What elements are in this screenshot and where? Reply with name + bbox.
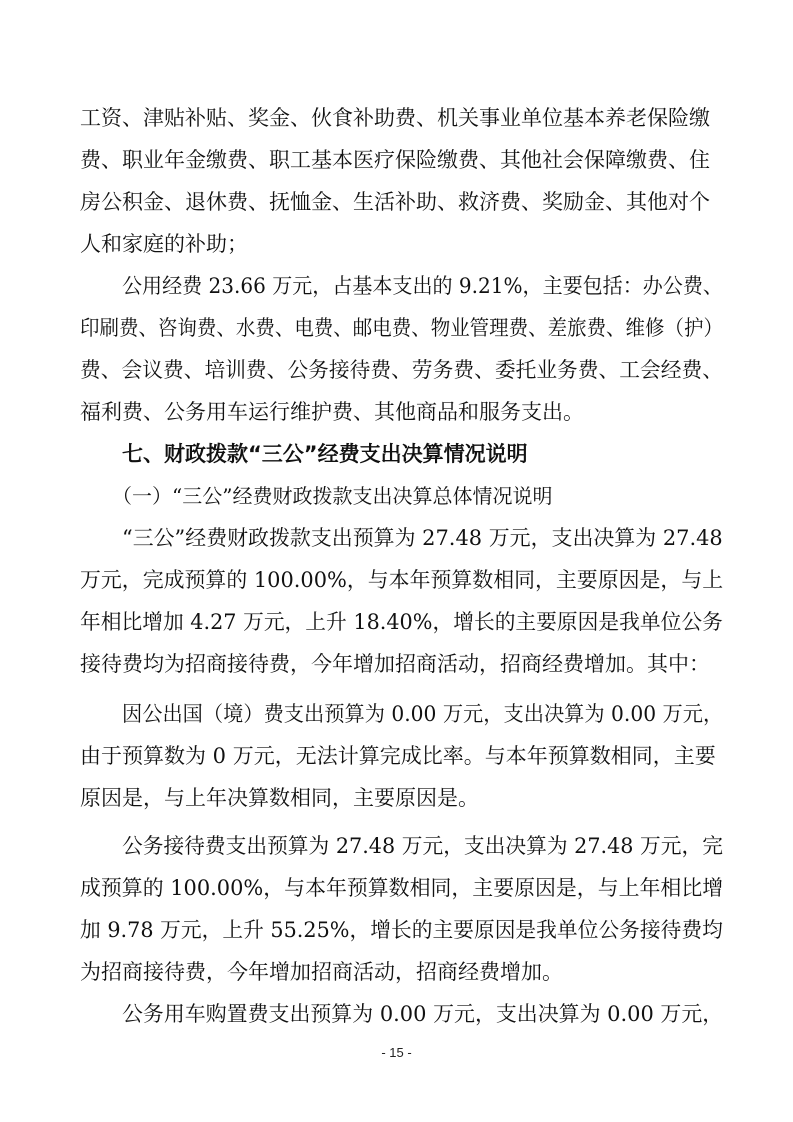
body-line: 成预算的 100.00%，与本年预算数相同，主要原因是，与上年相比增 [80,876,724,900]
body-line: 工资、津贴补贴、奖金、伙食补助费、机关事业单位基本养老保险缴 [80,106,710,130]
subsection-heading: （一）“三公”经费财政拨款支出决算总体情况说明 [112,484,553,508]
body-line: 公务用车购置费支出预算为 0.00 万元，支出决算为 0.00 万元， [122,1002,724,1026]
body-line: 接待费均为招商接待费，今年增加招商活动，招商经费增加。其中： [80,652,710,676]
body-line: 加 9.78 万元，上升 55.25%，增长的主要原因是我单位公务接待费均 [80,918,723,942]
body-line: 公用经费 23.66 万元，占基本支出的 9.21%，主要包括：办公费、 [122,274,723,298]
body-line: 由于预算数为 0 万元，无法计算完成比率。与本年预算数相同，主要 [80,744,716,768]
body-line: 公务接待费支出预算为 27.48 万元，支出决算为 27.48 万元，完 [122,834,723,858]
body-line: 因公出国（境）费支出预算为 0.00 万元，支出决算为 0.00 万元， [122,702,724,726]
body-line: “三公”经费财政拨款支出预算为 27.48 万元，支出决算为 27.48 [122,526,723,550]
page-number: - 15 - [381,1045,412,1060]
body-line: 福利费、公务用车运行维护费、其他商品和服务支出。 [80,400,584,424]
body-line: 费、会议费、培训费、公务接待费、劳务费、委托业务费、工会经费、 [80,358,723,382]
section-heading: 七、财政拨款“三公”经费支出决算情况说明 [122,442,528,466]
body-line: 房公积金、退休费、抚恤金、生活补助、救济费、奖励金、其他对个 [80,190,710,214]
body-line: 印刷费、咨询费、水费、电费、邮电费、物业管理费、差旅费、维修（护） [80,316,723,340]
body-line: 年相比增加 4.27 万元，上升 18.40%，增长的主要原因是我单位公务 [80,610,723,634]
body-line: 费、职业年金缴费、职工基本医疗保险缴费、其他社会保障缴费、住 [80,148,710,172]
body-line: 为招商接待费，今年增加招商活动，招商经费增加。 [80,960,563,984]
body-line: 原因是，与上年决算数相同，主要原因是。 [80,786,479,810]
body-line: 人和家庭的补助； [80,232,248,256]
body-line: 万元，完成预算的 100.00%，与本年预算数相同，主要原因是，与上 [80,568,724,592]
